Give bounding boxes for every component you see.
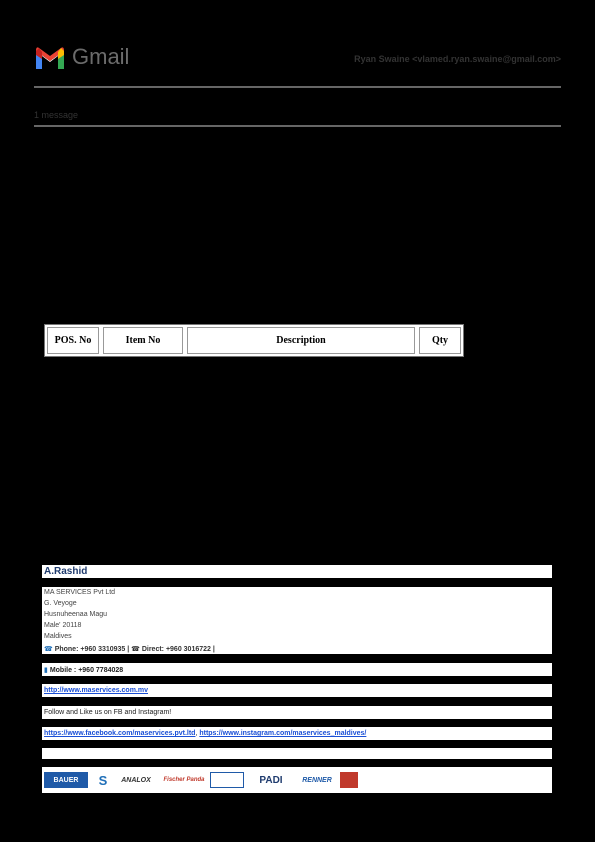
col-pos-no: POS. No	[47, 327, 99, 354]
address-line: MA SERVICES Pvt Ltd	[44, 589, 116, 596]
col-item-no: Item No	[103, 327, 183, 354]
address-block	[42, 587, 552, 654]
padi-logo: PADI	[259, 774, 283, 786]
s-logo: S	[98, 772, 108, 788]
bauer-logo: BAUER	[44, 772, 88, 788]
signature-name: A.Rashid	[44, 566, 88, 577]
mobile-icon: ▮	[44, 667, 48, 674]
items-table-header	[44, 324, 464, 357]
divider	[34, 125, 561, 127]
facebook-link[interactable]: https://www.facebook.com/maservices.pvt.ltd	[44, 730, 196, 737]
address-line: Husnuheenaa Magu	[44, 611, 108, 618]
mobile-line	[44, 666, 123, 674]
gmail-logo-icon	[34, 45, 66, 69]
message-count: 1 message	[34, 110, 79, 120]
red-brand-logo	[340, 772, 358, 788]
col-description: Description	[187, 327, 415, 354]
renner-logo: RENNER	[302, 776, 332, 784]
app-title: Gmail	[72, 44, 130, 69]
cylinders-logo	[210, 772, 244, 788]
mobile-number: Mobile : +960 7784028	[49, 667, 124, 674]
divider	[34, 86, 561, 88]
address-line: Male' 20118	[44, 622, 82, 629]
blank-bar	[42, 748, 552, 759]
signature-name-bar	[42, 565, 552, 578]
address-line: G. Veyoge	[44, 600, 77, 607]
fischer-panda-logo: Fischer Panda	[163, 777, 205, 783]
phone-numbers: Phone: +960 3310935 | ☎ Direct: +960 3016722 |	[54, 646, 215, 653]
social-links: https://www.facebook.com/maservices.pvt.ltd, https://www.instagram.com/maservices_maldives/	[44, 730, 367, 737]
col-qty: Qty	[419, 327, 461, 354]
phone-icon: ☎	[44, 646, 53, 653]
website-line	[44, 687, 148, 694]
analox-logo: ANALOX	[121, 776, 151, 784]
instagram-link[interactable]: https://www.instagram.com/maservices_maldives/	[199, 730, 367, 737]
sender-address: Ryan Swaine <vlamed.ryan.swaine@gmail.com>	[354, 54, 561, 64]
website-link[interactable]: http://www.maservices.com.mv	[44, 687, 148, 694]
follow-text: Follow and Like us on FB and Instagram!	[44, 709, 172, 716]
phone-line	[44, 645, 215, 653]
address-line: Maldives	[44, 633, 72, 640]
